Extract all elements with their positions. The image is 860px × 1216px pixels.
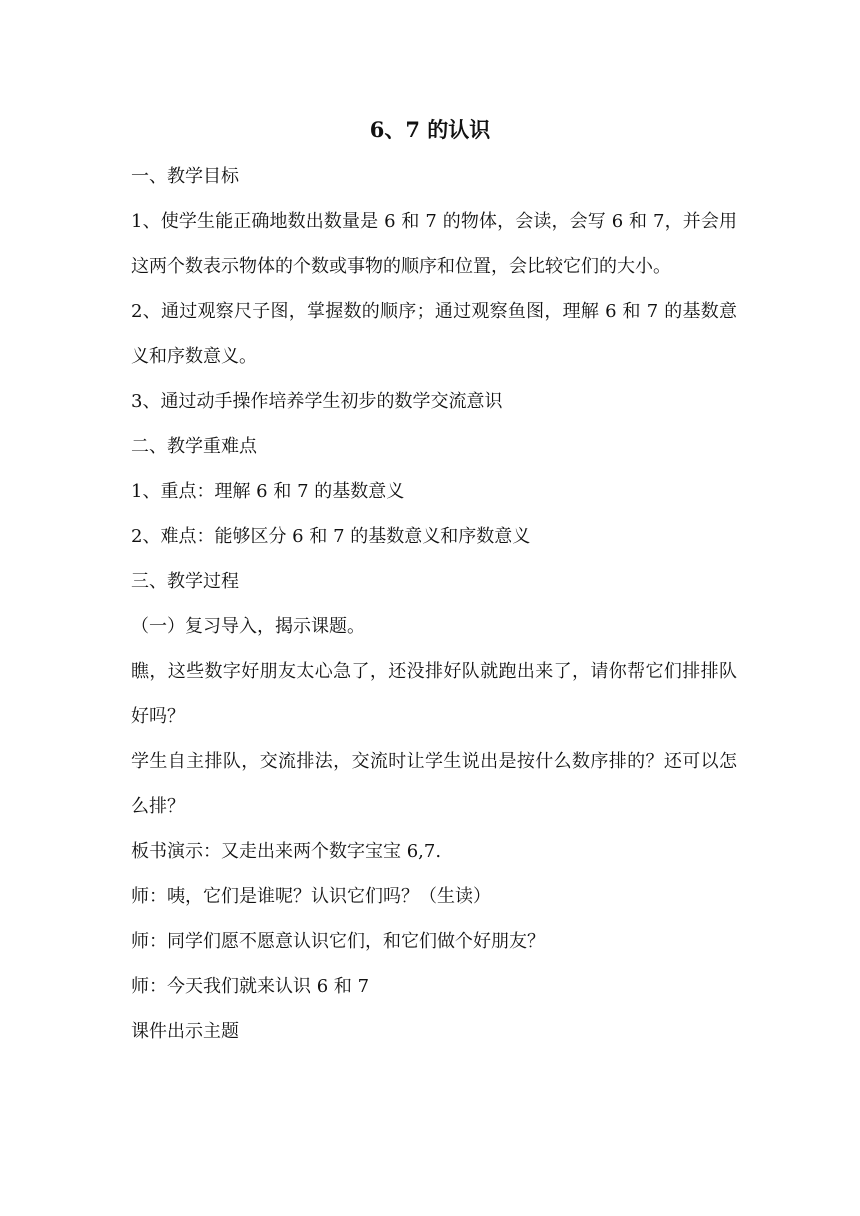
key-point: 1、重点：理解 6 和 7 的基数意义 <box>131 481 405 502</box>
section-heading-process: 三、教学过程 <box>131 571 239 592</box>
process-step-heading: （一）复习导入，揭示课题。 <box>131 616 365 637</box>
document-title: 6、7 的认识 <box>369 117 491 142</box>
document-body <box>131 154 737 1054</box>
process-paragraph: 学生自主排队，交流排法，交流时让学生说出是按什么数序排的？还可以怎么排？ <box>131 751 737 817</box>
objective-3: 3、通过动手操作培养学生初步的数学交流意识 <box>131 391 503 412</box>
teacher-line: 师：咦，它们是谁呢？认识它们吗？（生读） <box>131 886 491 907</box>
section-heading-objectives: 一、教学目标 <box>131 166 239 187</box>
process-paragraph: 板书演示：又走出来两个数字宝宝 6,7. <box>131 841 442 862</box>
teacher-line: 师：同学们愿不愿意认识它们，和它们做个好朋友？ <box>131 931 545 952</box>
objective-1: 1、使学生能正确地数出数量是 6 和 7 的物体，会读，会写 6 和 7，并会用这两个数表示物体的个数或事物的顺序和位置，会比较它们的大小。 <box>131 211 737 277</box>
process-paragraph: 瞧，这些数字好朋友太心急了，还没排好队就跑出来了，请你帮它们排排队好吗？ <box>131 661 737 727</box>
objective-2: 2、通过观察尺子图，掌握数的顺序；通过观察鱼图，理解 6 和 7 的基数意义和序数意义。 <box>131 301 737 367</box>
teacher-line: 师：今天我们就来认识 6 和 7 <box>131 976 370 997</box>
difficult-point: 2、难点：能够区分 6 和 7 的基数意义和序数意义 <box>131 526 531 547</box>
process-paragraph: 课件出示主题 <box>131 1021 239 1042</box>
section-heading-key-points: 二、教学重难点 <box>131 436 257 457</box>
